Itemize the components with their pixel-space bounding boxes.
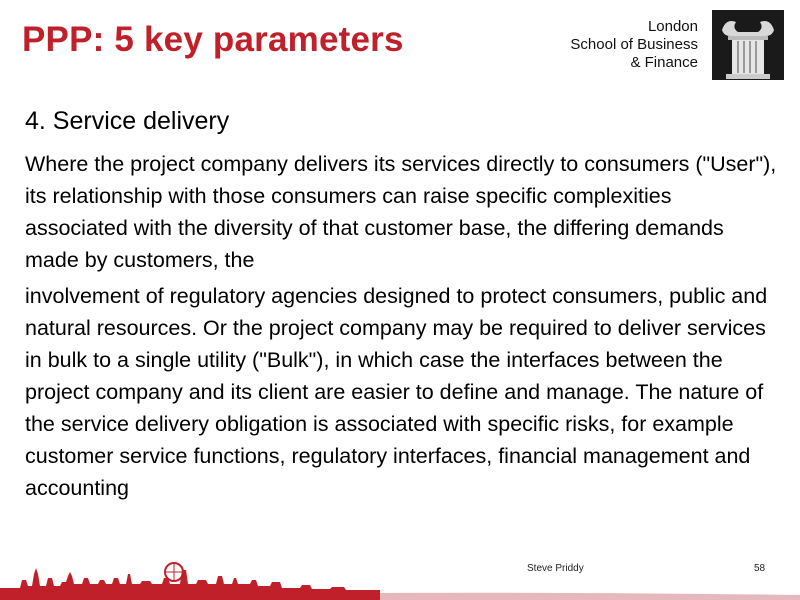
logo-line-2: School of Business [570,36,698,53]
logo-text [570,18,698,72]
london-skyline-icon [0,548,800,600]
slide-title: PPP: 5 key parameters [22,20,404,59]
logo-line-1: London [647,18,698,35]
logo-line-3: & Finance [630,54,698,71]
footer-author: Steve Priddy [527,563,584,574]
column-pillar-icon [712,10,784,80]
school-logo [562,8,790,80]
section-heading: 4. Service delivery [25,107,230,135]
page-number: 58 [754,563,766,574]
body-paragraph-2: involvement of regulatory agencies designed to protect consumers, public and natural resources. Or the project company may be required to deliver services in bulk to a single utility ("Bulk"), in which case the interfaces between the project company and its client are easier to define and manage. The nature of the service delivery obligation is associated with specific risks, for example customer service functions, regulatory interfaces, financial management and accounting [25,284,768,500]
body-paragraph-1: Where the project company delivers its services directly to consumers ("User"), its relationship with those consumers can raise specific complexities associated with the diversity of that customer base, the differing demands made by customers, the [25,152,777,272]
